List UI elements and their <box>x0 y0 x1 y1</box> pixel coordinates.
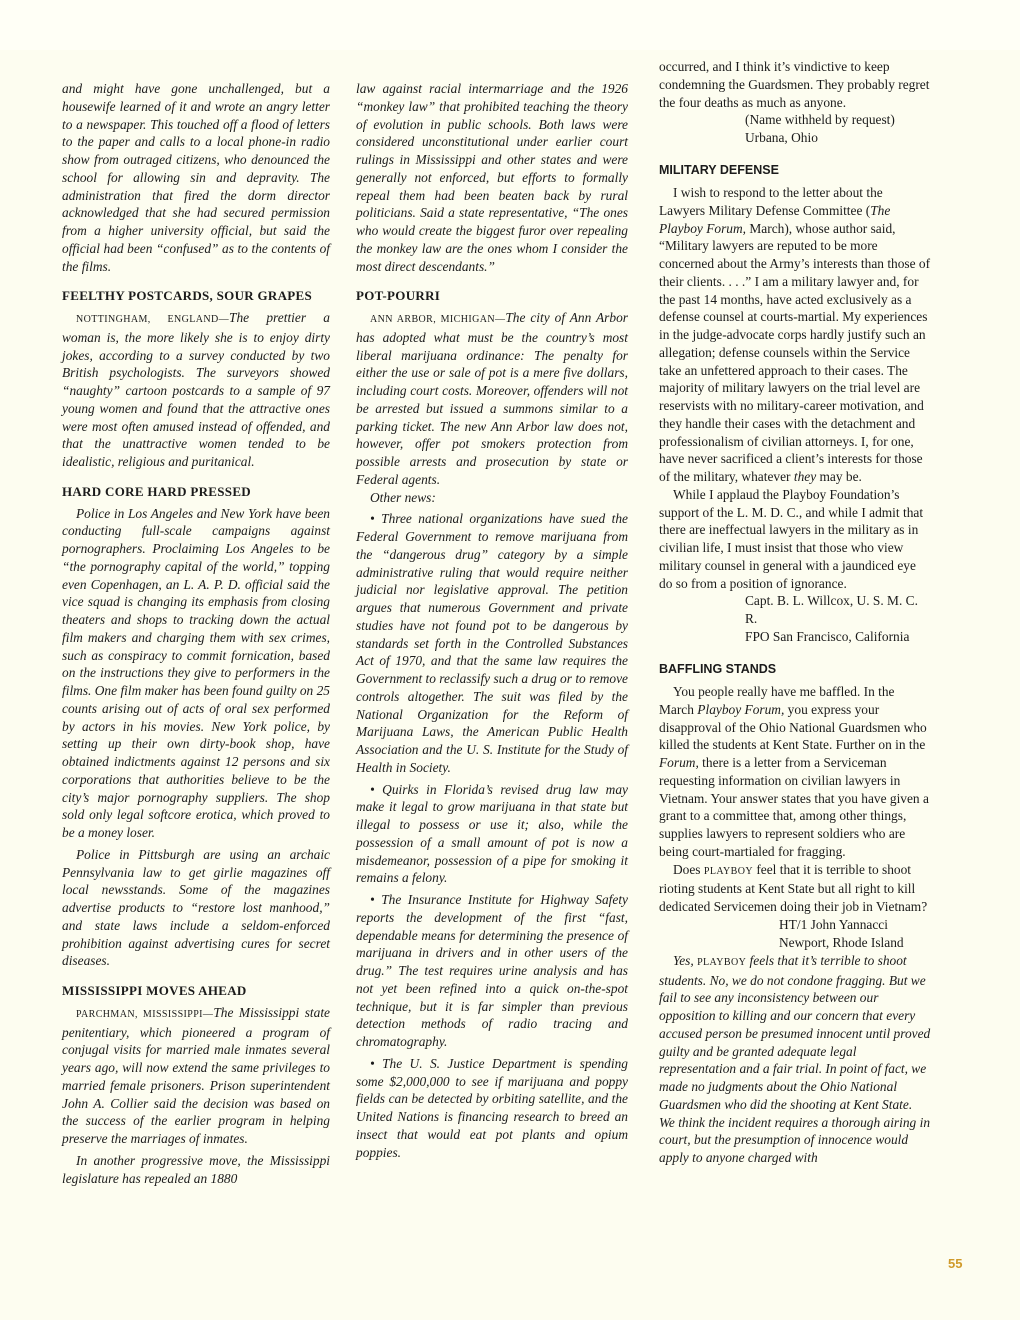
letter-text: I wish to respond to the letter about the Lawyers Military Defense Committee ( <box>659 185 883 218</box>
news-bullet-4: • The U. S. Justice Department is spending some $2,000,000 to see if marijuana and poppy fields can be detected by orbiting satellite, and the United Nations is financing research to breed an insect that would eat pot plants and opium poppies. <box>356 1055 628 1160</box>
signature-place: Newport, Rhode Island <box>779 934 904 950</box>
heading-military-defense: MILITARY DEFENSE <box>659 163 779 178</box>
dateline: ANN ARBOR, MICHIGAN— <box>370 314 506 325</box>
article-mississippi-p2: In another progressive move, the Mississippi legislature has repealed an 1880 <box>62 1152 330 1186</box>
letter-text: you express your disapproval of the Ohio National Guardsmen who killed the students at Kent State. Further on in the <box>659 701 927 753</box>
heading-baffling-stands: BAFFLING STANDS <box>659 662 777 677</box>
other-news-label: Other news: <box>370 489 436 505</box>
letter-baffling-p2 <box>659 861 931 916</box>
reply-text: Yes, <box>673 952 698 968</box>
letter-military-defense-p2: While I applaud the Playboy Foundation’s support of the L. M. D. C., and while I admit that there are ineffectual lawyers in the military as in civilian life, I must insist that those who view military counsel in general with a jaundiced eye do so from a position of ignorance. <box>659 486 924 591</box>
dateline: NOTTINGHAM, ENGLAND— <box>76 314 230 325</box>
letter-text: March), whose author said, “Military lawyers are reputed to be more concerned about the Army’s interests than those of their clients. . . .” I am a military lawyer and, for the past 14 months, have acted exclusively as a defense counsel at courts-martial. My experiences in the judge-advocate corps hardly justify such an allegation; defense counsels within the Service take an unfettered approach to their cases. The majority of military lawyers on the trial level are reservists with no military-career motivation, and they handle their cases with the detachment and professionalism of civilian attorneys. I, for one, have never sacrificed a client’s interests for those of the military, whatever <box>659 220 931 484</box>
editor-reply <box>659 952 931 1167</box>
letter-text: feel that it is terrible to shoot rioting students at Kent State but all right to kill dedicated Servicemen doing their job in Vietnam? <box>659 861 928 914</box>
article-hard-core-p2: Police in Pittsburgh are using an archaic Pennsylvania law to get girlie magazines off local newsstands. Some of the magazines advertise products to “restore lost manhood,” and state laws include a seldom-enforced prohibition against advertising cures for secret diseases. <box>62 846 330 969</box>
letter-text: You people really have me baffled. In the March <box>659 684 895 717</box>
letter-text: there is a letter from a Serviceman requesting information on civilian lawyers in Vietnam. Your answer states that you have given a grant to a committee that, among other things, supplies lawyers to represent soldiers who are being court-martialed for fragging. <box>659 755 929 859</box>
column-3 <box>659 58 931 1167</box>
heading-feelthy-postcards: FEELTHY POSTCARDS, SOUR GRAPES <box>62 288 313 304</box>
heading-pot-pourri: POT-POURRI <box>356 288 441 304</box>
signature-name: HT/1 John Yannacci <box>779 916 888 932</box>
publication-ref: Forum, <box>659 755 699 770</box>
heading-hard-core: HARD CORE HARD PRESSED <box>62 483 251 499</box>
signature-name: (Name withheld by request) <box>745 112 895 128</box>
top-margin-band <box>0 0 1020 50</box>
column-1 <box>62 80 330 1187</box>
continued-letter: occurred, and I think it’s vindictive to keep condemning the Guardsmen. They probably regret the four deaths as much as anyone. <box>659 59 930 110</box>
article-text: The city of Ann Arbor has adopted what must be the country’s most liberal marijuana ordinance: The penalty for either the use or sale of pot is a mere five dollars, including court costs. Moreover, offenders will not be arrested but issued a summons similar to a parking ticket. The new Ann Arbor law does not, however, offer pot smokers protection from possible arrests and prosecution by state or Federal agents. <box>356 310 628 487</box>
dateline: PARCHMAN, MISSISSIPPI— <box>76 1008 214 1020</box>
signature-place: Urbana, Ohio <box>745 130 818 146</box>
page-number: 55 <box>948 1256 963 1271</box>
magazine-name: PLAYBOY <box>697 956 747 968</box>
news-bullet-2: • Quirks in Florida’s revised drug law may make it legal to grow marijuana in that state but illegal to possess or use it; also, while the possession of a small amount of pot is now a misdemeanor, possession of a pipe for smoking it remains a felony. <box>356 781 628 886</box>
column-2 <box>356 80 628 1161</box>
letter-military-defense-p1 <box>659 184 931 486</box>
letter-text: may be. <box>816 469 862 484</box>
letter-text: Does <box>673 861 704 877</box>
article-hard-core-p1: Police in Los Angeles and New York have been conducting full-scale campaigns against pornographers. Proclaiming Los Angeles to be “the pornography capital of the world,” topping even Copenhagen, an L. A. P. D. official said the vice squad is changing its emphasis from closing theaters and shops to tracking down the actual film makers and charging them with sex crimes, such as conspiracy to commit fornication, based on the instructions they give to performers in the films. One film maker has been found guilty on 25 counts arising out of acts of oral sex performed by actors in his movies. New York police, by setting up their own dirty-book shop, have obtained indictments against 12 persons and six corporations that authorities believe to be the city’s major pornography suppliers. The shop sold only legal softcore erotica, which proved to be a money loser. <box>62 505 330 840</box>
news-bullet-3: • The Insurance Institute for Highway Safety reports the development of the first “fast, dependable means for determining the presence of marijuana in drivers and in other users of the drug.” The test requires urine analysis and has not yet been refined into a quick on-the-spot technique, but it is far simpler than previous detection methods of radio tracing and chromatography. <box>356 892 628 1049</box>
signature-place: FPO San Francisco, California <box>745 629 910 645</box>
continued-paragraph: law against racial intermarriage and the 1926 “monkey law” that prohibited teaching the theory of evolution in public schools. Both laws were considered unconstitutional under earlier court rulings in Mississippi and other states and were generally not enforced, but efforts to formally repeal them had been beaten back by rural politicians. Said a state representative, “The ones who would create the biggest furor over repealing the monkey law are the ones whom I consider the most direct descendants.” <box>356 81 628 274</box>
article-text: The prettier a woman is, the more likely she is to enjoy dirty jokes, according to a survey conducted by two British psychologists. The surveyors showed “naughty” cartoon postcards to a sample of 97 young women and found that the attractive ones were most often amused instead of offended, and that the unattractive women tended to be idealistic, religious and puritanical. <box>62 310 330 469</box>
continued-paragraph: and might have gone unchallenged, but a housewife learned of it and wrote an angry letter to a newspaper. This touched off a flood of letters to the paper and calls to a local phone-in radio show from outraged citizens, who denounced the school for allowing sin and depravity. The administration that fired the dorm director acknowledged that she had secured permission from a higher university official, but said the official had been “confused” as to the contents of the films. <box>62 81 330 274</box>
signature-name: Capt. B. L. Willcox, U. S. M. C. R. <box>745 593 918 627</box>
reply-text: feels that it’s terrible to shoot students. No, we do not condone fragging. But we fail to see any inconsistency between our opposition to killing and our concern that every accused person be presumed innocent until proved guilty and be granted adequate legal representation and a fair trial. In point of fact, we made no judgments about the Ohio National Guardsmen who did the shooting at Kent State. We think the incident requires a thorough airing in court, but the presumption of innocence would apply to anyone charged with <box>659 952 931 1165</box>
letter-baffling-p1 <box>659 683 931 861</box>
article-feelthy-postcards <box>62 309 330 471</box>
heading-mississippi: MISSISSIPPI MOVES AHEAD <box>62 983 247 998</box>
publication-ref: The Playboy Forum, <box>659 202 891 236</box>
article-text: The Mississippi state penitentiary, which pioneered a program of conjugal visits for married male inmates several years ago, will now extend the same privileges to married female prisoners. Prison superintendent John A. Collier said the decision was based on the success of the earlier program in helping preserve the marriages of inmates. <box>62 1004 330 1146</box>
news-bullet-1: • Three national organizations have sued the Federal Government to remove marijuana from the “dangerous drug” category by a simple administrative ruling that would require neither judicial nor legislative approval. The petition argues that numerous Government and private studies have not found pot to be dangerous by standards set forth in the Controlled Substances Act of 1970, and that the same law requires the Government to reclassify such a drug or to remove controls altogether. The suit was filed by the National Organization for the Reform of Marijuana Laws, the American Public Health Association and the U. S. Institute for the Study of Health in Society. <box>356 511 628 775</box>
emphasis: they <box>793 469 817 484</box>
article-mississippi-p1 <box>62 1004 330 1148</box>
article-pot-pourri-p1 <box>356 309 628 489</box>
publication-ref: Playboy Forum, <box>697 701 785 717</box>
magazine-name: PLAYBOY <box>703 865 753 877</box>
